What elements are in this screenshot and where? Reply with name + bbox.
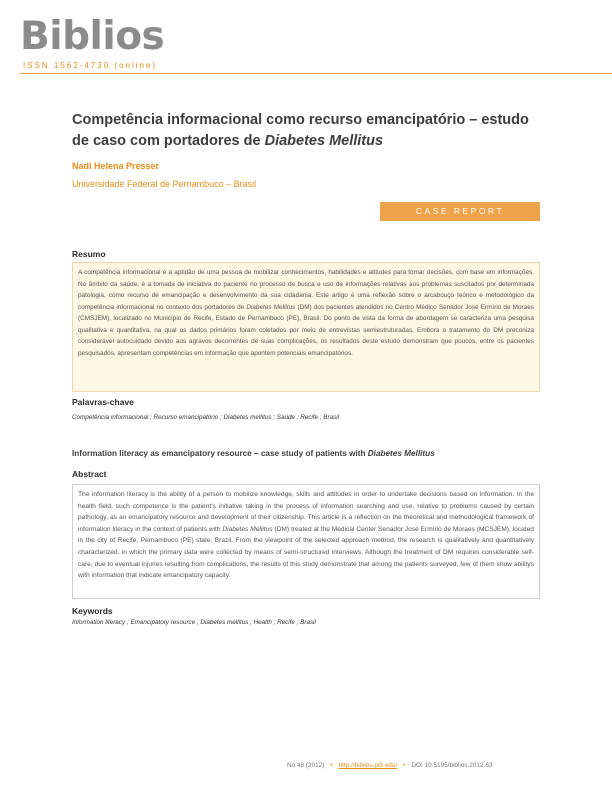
- article-title: [72, 110, 542, 152]
- journal-logo: Biblios: [20, 14, 165, 59]
- footer-url-link[interactable]: http://biblios.pitt.edu/: [338, 762, 398, 769]
- english-title-text: Information literacy as emancipatory resource – case study of patients with: [72, 449, 366, 458]
- resumo-text-a: A competência informacional é a aptidão de uma pessoa de mobilizar conhecimentos, habilidades e atitudes para tomar decisões, com base em informações. No âmbito da saúde, é a tomada de iniciativa do paciente no processo de busca e uso de informações relativas aos problemas suscitados por determinada patologia, como recurso de emancipação e desenvolvimento da sua cidadania. Este artigo é uma reflexão sobre o arcabouço teórico e metodológico da competência informacional no contexto dos portadores de: [78, 269, 534, 311]
- resumo-text-b: (DM) dos pacientes atendidos no Centro Médico Senador José Ermírio de Moraes (CMSJEM), localizado no Município de Recife, Estado de Pernambuco (PE), Brasil. Do ponto de vista da forma de abordagem se caracteriza uma pesquisa qualitativa e quantitativa, na qual os dados primários foram coletados por meio de entrevistas semiestruturadas. Embora o tratamento do DM preconiza considerável autocuidado devido aos agravos decorrentes de suas complicações, os resultados deste estudo demonstram que poucos, entre os pacientes pesquisados, apresentam competências em informação que apontem potenciais emancipatórios.: [78, 303, 534, 357]
- footer-doi: DOI 10.5195/biblios.2012.63: [411, 762, 493, 769]
- footer-separator: •: [330, 762, 333, 769]
- keywords-heading: Keywords: [72, 606, 113, 616]
- keywords-text: Information literacy ; Emancipatory resource ; Diabetes mellitus ; Health ; Recife ; Brasil: [72, 619, 316, 626]
- footer-separator: •: [403, 762, 406, 769]
- article-type-badge: CASE REPORT: [380, 202, 540, 221]
- resumo-text-italic: Diabetes Mellitus: [246, 303, 296, 311]
- resumo-heading: Resumo: [72, 249, 106, 259]
- footer-issue: No 48 (2012): [287, 762, 325, 769]
- abstract-box: [72, 484, 540, 599]
- article-title-text: Competência informacional como recurso emancipatório – estudo de caso com portadores de: [72, 112, 529, 149]
- abstract-text-a: The information literacy is the ability of a person to mobilize knowledge, skills and attitudes in order to undertake decisions based on information. In the health field, such competence is the patient's initiative taking in the process of information searching and use, relative to problems caused by certain pathology, as an emancipatory resource and development of their citizenship. This article is a reflection on the theoretical and methodological framework of information literacy in the context of patients with: [78, 491, 534, 533]
- resumo-box: [72, 262, 540, 392]
- journal-issn: ISSN 1562-4730 (online): [23, 61, 158, 70]
- palavras-chave-text: Competência informacional ; Recurso emancipatório ; Diabetes mellitus ; Saúde ; Recife ; Brasil: [72, 414, 340, 421]
- palavras-chave-heading: Palavras-chave: [72, 397, 134, 407]
- abstract-text-italic: Diabetes Mellitus: [222, 525, 273, 533]
- abstract-text-b: (DM) treated at the Medical Center Senador José Ermírio de Moraes (MCSJEM), located in the city of Recife, Pernambuco (PE) state, Brazil. From the viewpoint of the selected approach method, the research is qualitatively and quantitatively characterized, in which the primary data were collected by means of semi-structured interviews. Although the treatment of DM requires considerable self-care, due to eventual injuries resulting from complications, the results of this study demonstrate that among the patients surveyed, few of them show abilitys with information that indicate emancipatory capacity.: [78, 525, 534, 580]
- abstract-heading: Abstract: [72, 469, 107, 479]
- article-title-italic: Diabetes Mellitus: [264, 133, 384, 149]
- page-footer: [287, 762, 492, 769]
- author-name: Nadi Helena Presser: [72, 161, 160, 171]
- header-divider: [20, 73, 612, 74]
- author-affiliation: Universidade Federal de Pernambuco – Brasil: [72, 179, 257, 189]
- english-title: [72, 449, 435, 458]
- english-title-italic: Diabetes Mellitus: [367, 449, 435, 458]
